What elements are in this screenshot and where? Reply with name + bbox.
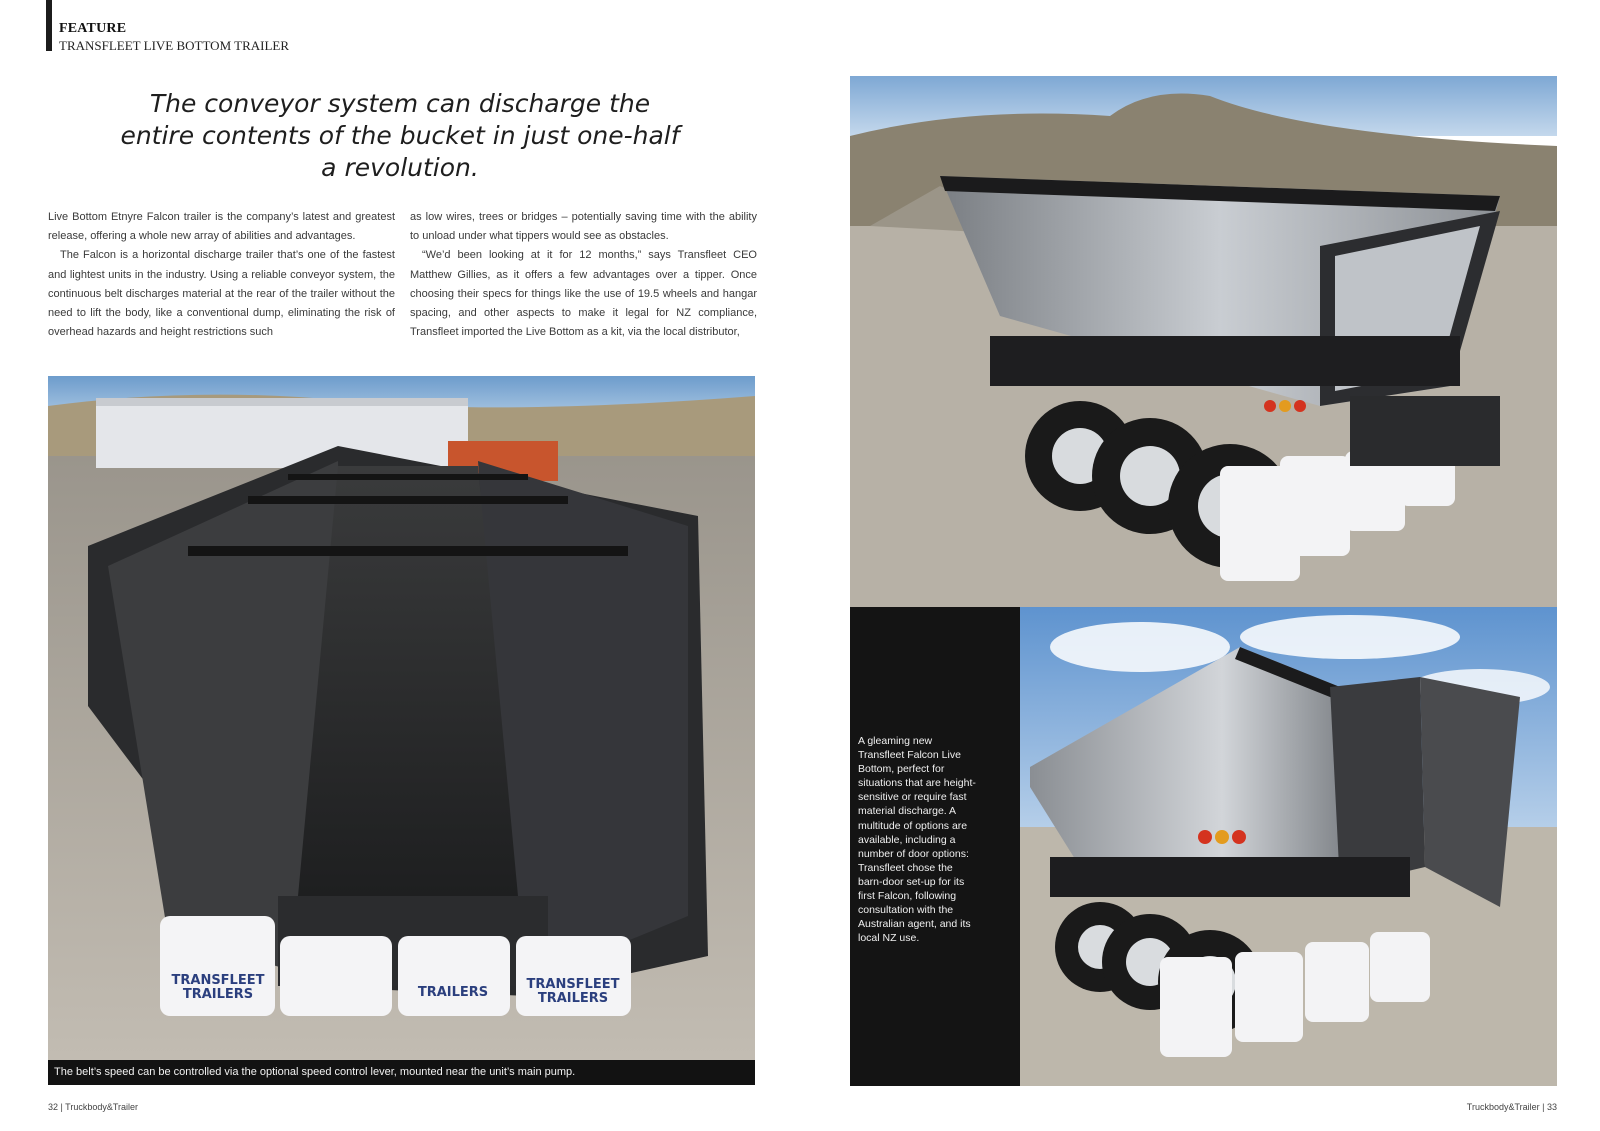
svg-text:TRAILERS: TRAILERS (537, 991, 609, 1006)
photo-trailer-rear (850, 76, 1557, 607)
body-paragraph: “We’d been looking at it for 12 months,” says Transfleet CEO Matthew Gillies, as it offers a few advantages over a tipper. Once choosing their specs for things like the use of 19.5 wheels and hangar spacing, and other aspects to make it legal for NZ compliance, Transfleet imported the Live Bottom as a kit, via the local distributor, (410, 249, 757, 339)
article-section-title: TRANSFLEET LIVE BOTTOM TRAILER (59, 38, 290, 53)
body-paragraph: Live Bottom Etnyre Falcon trailer is the company’s latest and greatest release, offering a whole new array of abilities and advantages. (48, 211, 395, 243)
body-paragraph: as low wires, trees or bridges – potentially saving time with the ability to unload under what tippers would see as obstacles. (410, 211, 757, 243)
svg-text:TRANSFLEET: TRANSFLEET (526, 977, 620, 992)
svg-text:TRAILERS: TRAILERS (417, 985, 489, 1000)
page-footer-right: Truckbody&Trailer | 33 (1466, 1102, 1557, 1112)
section-label: FEATURE (59, 21, 127, 36)
body-column-1 (48, 208, 395, 342)
body-paragraph: The Falcon is a horizontal discharge trailer that’s one of the fastest and lightest units in the industry. Using a reliable conveyor system, the continuous belt discharges material at the rear of the trailer without the need to lift the body, like a conventional dump, eliminating the risk of overhead hazards and height restrictions such (48, 249, 395, 339)
section-marker-bar (46, 0, 52, 51)
photo-caption: The belt’s speed can be controlled via the optional speed control lever, mounted near the unit’s main pump. (48, 1060, 755, 1085)
pull-quote: The conveyor system can discharge the entire contents of the bucket in just one-half a revolution. (120, 89, 680, 182)
svg-text:TRANSFLEET: TRANSFLEET (171, 973, 265, 988)
side-caption: A gleaming new Transfleet Falcon Live Bottom, perfect for situations that are height-sensitive or require fast material discharge. A multitude of options are available, including a number of door options: Transfleet chose the barn-door set-up for its first Falcon, following consultation with the Australian agent, and its local NZ use. (858, 735, 976, 945)
photo-trailer-interior (48, 376, 755, 1060)
body-column-2 (410, 208, 757, 342)
svg-text:TRAILERS: TRAILERS (182, 987, 254, 1002)
page-footer-left: 32 | Truckbody&Trailer (48, 1102, 139, 1112)
photo-trailer-side (1020, 607, 1557, 1086)
